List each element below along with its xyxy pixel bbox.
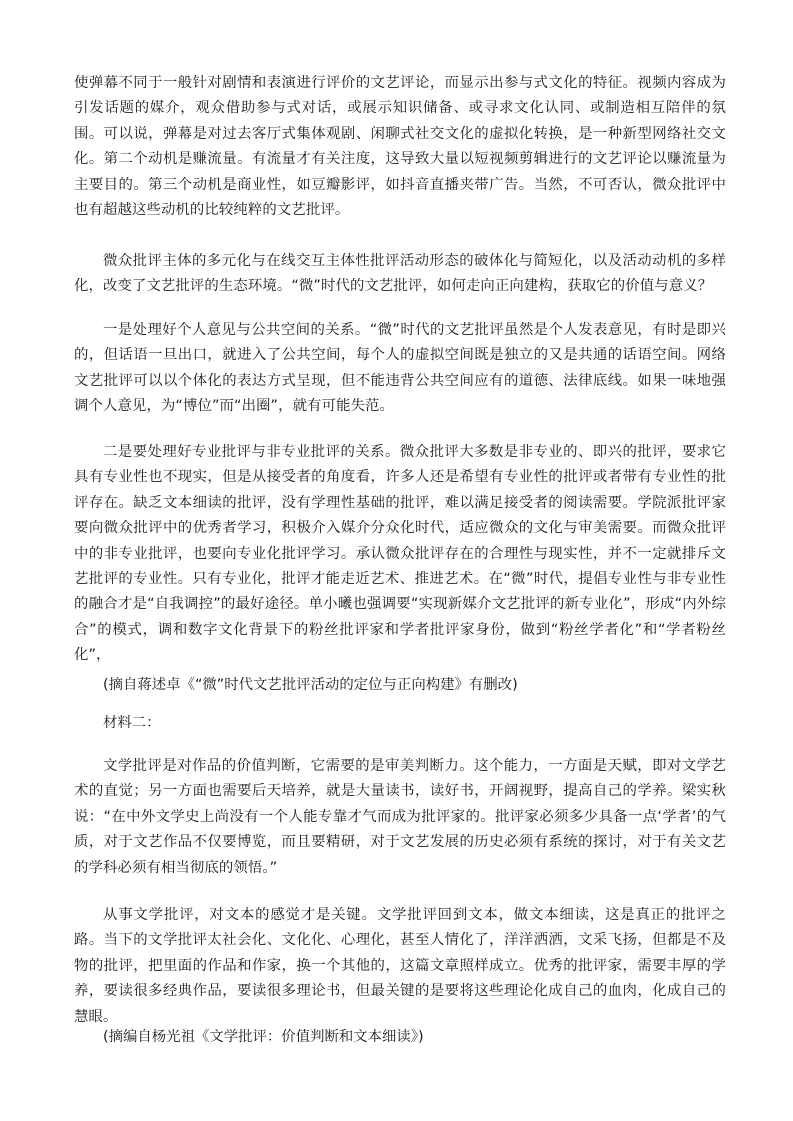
paragraph-value-judgment: 文学批评是对作品的价值判断，它需要的是审美判断力。这个能力，一方面是天赋，即对文学艺术的直觉；另一方面也需要后天培养，就是大量读书，读好书，开阔视野，提高自己的学养。梁实秋说：“在中外文学史上尚没有一个人能专靠才气而成为批评家的。批评家必须多少具备一点‘学者’的气质，对于文艺作品不仅要博览，而且要精研，对于文艺发展的历史必须有系统的探讨，对于有关文艺的学科必须有相当彻底的领悟。” [74,758,726,876]
paragraph-first-principle: 一是处理好个人意见与公共空间的关系。“微”时代的文艺批评虽然是个人发表意见，有时是即兴的，但话语一旦出口，就进入了公共空间，每个人的虚拟空间既是独立的又是共通的话语空间。网络文艺批评可以以个体化的表达方式呈现，但不能违背公共空间应有的道德、法律底线。如果一味地强调个人意见，为“博位”而“出圈”，就有可能失范。 [74,322,726,415]
source-citation-2: (摘编自杨光祖《文学批评：价值判断和文本细读》) [103,1029,424,1045]
paragraph-ecology-change: 微众批评主体的多元化与在线交互主体性批评活动形态的破体化与简短化，以及活动动机的多样化，改变了文艺批评的生态环境。“微”时代的文艺批评，如何走向正向建构，获取它的价值与意义？ [74,253,726,295]
source-citation-1: (摘自蒋述卓《“微”时代文艺批评活动的定位与正向构建》有删改) [103,677,518,693]
material-two-heading: 材料二： [103,715,161,731]
paragraph-danmu-motives: 使弹幕不同于一般针对剧情和表演进行评价的文艺评论，而显示出参与式文化的特征。视频内容成为引发话题的媒介，观众借助参与式对话，或展示知识储备、或寻求文化认同、或制造相互陪伴的氛围。可以说，弹幕是对过去客厅式集体观剧、闲聊式社交文化的虚拟化转换，是一种新型网络社交文化。第二个动机是赚流量。有流量才有关注度，这导致大量以短视频剪辑进行的文艺评论以赚流量为主要目的。第三个动机是商业性，如豆瓣影评，如抖音直播夹带广告。当然，不可否认，微众批评中也有超越这些动机的比较纯粹的文艺批评。 [74,75,726,219]
paragraph-text-close-reading: 从事文学批评，对文本的感觉才是关键。文学批评回到文本，做文本细读，这是真正的批评之路。当下的文学批评太社会化、文化化、心理化，甚至人情化了，洋洋洒洒，文采飞扬，但都是不及物的批评，把里面的作品和作家，换一个其他的，这篇文章照样成立。优秀的批评家，需要丰厚的学养，要读很多经典作品，要读很多理论书，但最关键的是要将这些理论化成自己的血肉，化成自己的慧眼。 [74,907,726,1025]
paragraph-second-principle: 二是要处理好专业批评与非专业批评的关系。微众批评大多数是非专业的、即兴的批评，要求它具有专业性也不现实，但是从接受者的角度看，许多人还是希望有专业性的批评或者带有专业性的批评存在。缺乏文本细读的批评，没有学理性基础的批评，难以满足接受者的阅读需要。学院派批评家要向微众批评中的优秀者学习，积极介入媒介分众化时代，适应微众的文化与审美需要。而微众批评中的非专业批评，也要向专业化批评学习。承认微众批评存在的合理性与现实性，并不一定就排斥文艺批评的专业性。只有专业化，批评才能走近艺术、推进艺术。在“微”时代，提倡专业性与非专业性的融合才是“自我调控”的最好途径。单小曦也强调要“实现新媒介文艺批评的新专业化”，形成“内外综合”的模式，调和数字文化背景下的粉丝批评家和学者批评家身份，做到“粉丝学者化”和“学者粉丝化”， [74,444,726,664]
